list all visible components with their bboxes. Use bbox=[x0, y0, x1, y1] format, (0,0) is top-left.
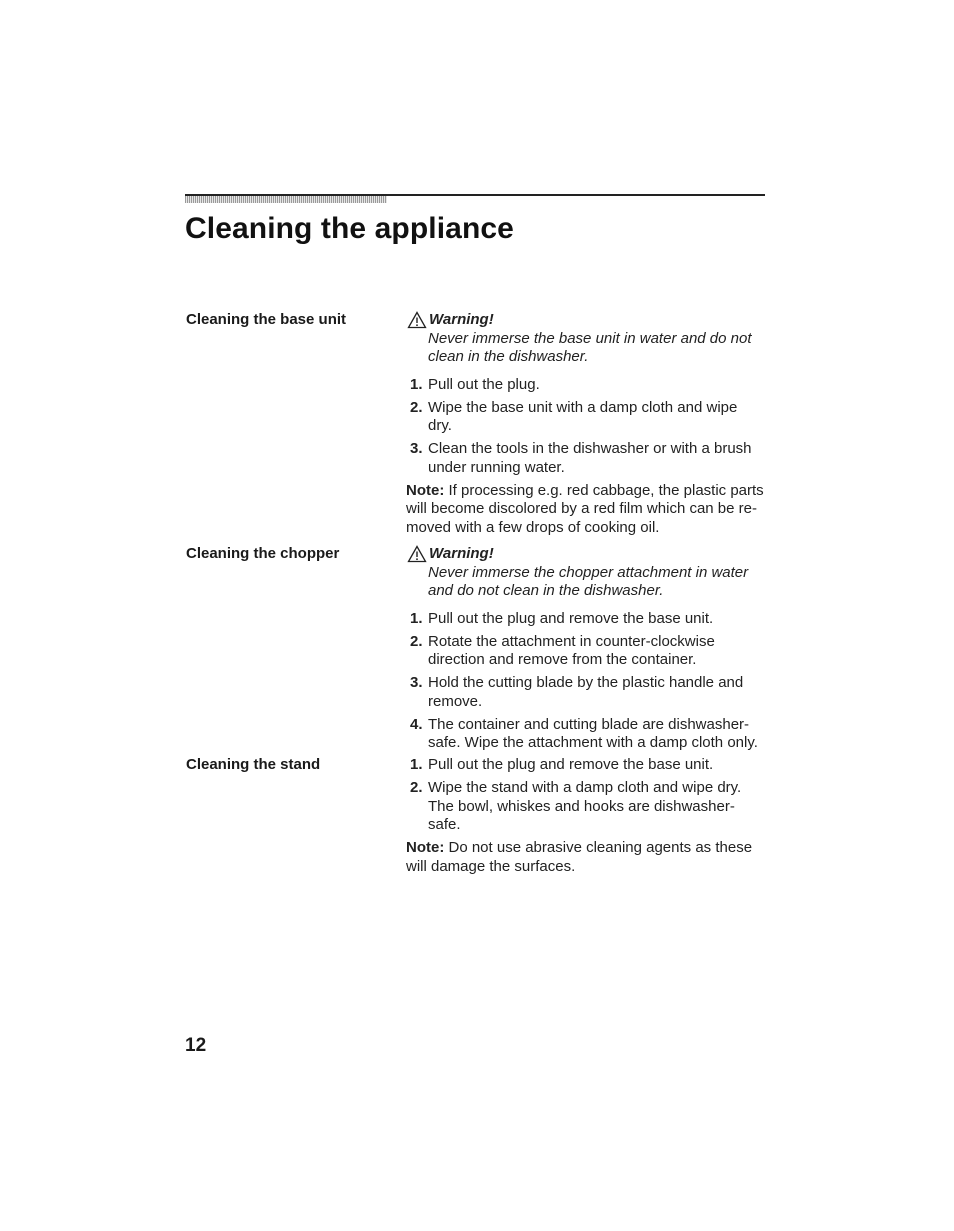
section-body-stand bbox=[406, 756, 776, 876]
warning-line: Never immerse the chopper attachment in water bbox=[428, 563, 749, 581]
warning-triangle-icon bbox=[407, 545, 427, 563]
step-item bbox=[406, 674, 776, 711]
note bbox=[406, 482, 776, 538]
note-text: Do not use abrasive cleaning agents as these bbox=[448, 839, 753, 856]
note-label: Note: bbox=[406, 839, 445, 856]
step-text: dry. bbox=[428, 417, 452, 434]
step-text: safe. bbox=[428, 816, 461, 833]
note-label: Note: bbox=[406, 481, 445, 499]
step-text: The container and cutting blade are dishwasher- bbox=[428, 715, 750, 733]
step-text: Clean the tools in the dishwasher or with a brush bbox=[428, 440, 752, 457]
step-number: 3. bbox=[410, 440, 423, 457]
step-text: The bowl, whiskes and hooks are dishwasher- bbox=[428, 797, 735, 815]
warning-text bbox=[428, 330, 776, 367]
header-rule-pattern bbox=[185, 196, 387, 203]
page-number: 12 bbox=[185, 1035, 207, 1056]
section-body-chopper bbox=[406, 545, 776, 757]
step-text: under running water. bbox=[428, 458, 565, 476]
warning-line: Never immerse the base unit in water and do not bbox=[428, 329, 752, 347]
section-label-stand: Cleaning the stand bbox=[186, 756, 321, 773]
step-item bbox=[406, 399, 776, 436]
step-item bbox=[406, 716, 776, 753]
steps-list bbox=[406, 610, 776, 753]
warning-text bbox=[428, 564, 776, 601]
step-text: safe. Wipe the attachment with a damp cloth only. bbox=[428, 734, 758, 751]
note-text: will damage the surfaces. bbox=[406, 857, 576, 875]
warning-line: and do not clean in the dishwasher. bbox=[428, 582, 664, 599]
step-text: Wipe the base unit with a damp cloth and wipe bbox=[428, 398, 738, 416]
step-number: 4. bbox=[410, 715, 423, 733]
step-text: Pull out the plug. bbox=[428, 375, 540, 393]
step-item bbox=[406, 376, 776, 395]
note-text: moved with a few drops of cooking oil. bbox=[406, 518, 660, 536]
step-text: Pull out the plug and remove the base unit. bbox=[428, 756, 714, 773]
note-text: will become discolored by a red film which can be re- bbox=[406, 500, 757, 517]
warning-title: Warning! bbox=[429, 545, 494, 562]
step-item bbox=[406, 779, 776, 835]
step-number: 3. bbox=[410, 674, 423, 691]
step-number: 2. bbox=[410, 779, 423, 796]
step-text: Rotate the attachment in counter-clockwise bbox=[428, 632, 715, 650]
step-text: Wipe the stand with a damp cloth and wipe dry. bbox=[428, 779, 742, 796]
step-number: 2. bbox=[410, 398, 423, 416]
step-item bbox=[406, 633, 776, 670]
note-text: If processing e.g. red cabbage, the plastic parts bbox=[448, 481, 764, 499]
note bbox=[406, 839, 776, 876]
warning-title: Warning! bbox=[429, 311, 494, 328]
step-text: Pull out the plug and remove the base unit. bbox=[428, 609, 714, 627]
step-number: 1. bbox=[410, 756, 423, 773]
steps-list bbox=[406, 376, 776, 478]
section-label-chopper: Cleaning the chopper bbox=[186, 545, 340, 562]
step-number: 1. bbox=[410, 609, 423, 627]
step-item bbox=[406, 756, 776, 775]
steps-list bbox=[406, 756, 776, 835]
step-number: 2. bbox=[410, 632, 423, 650]
warning-heading bbox=[406, 311, 776, 330]
section-body-base-unit bbox=[406, 311, 776, 537]
step-number: 1. bbox=[410, 375, 423, 393]
step-text: remove. bbox=[428, 692, 483, 710]
section-label-base-unit: Cleaning the base unit bbox=[186, 311, 347, 328]
warning-triangle-icon bbox=[407, 311, 427, 329]
step-text: Hold the cutting blade by the plastic handle and bbox=[428, 674, 744, 691]
page-title: Cleaning the appliance bbox=[185, 212, 514, 245]
step-text: direction and remove from the container. bbox=[428, 651, 697, 668]
warning-line: clean in the dishwasher. bbox=[428, 348, 589, 365]
step-item bbox=[406, 610, 776, 629]
warning-heading bbox=[406, 545, 776, 564]
step-item bbox=[406, 440, 776, 477]
